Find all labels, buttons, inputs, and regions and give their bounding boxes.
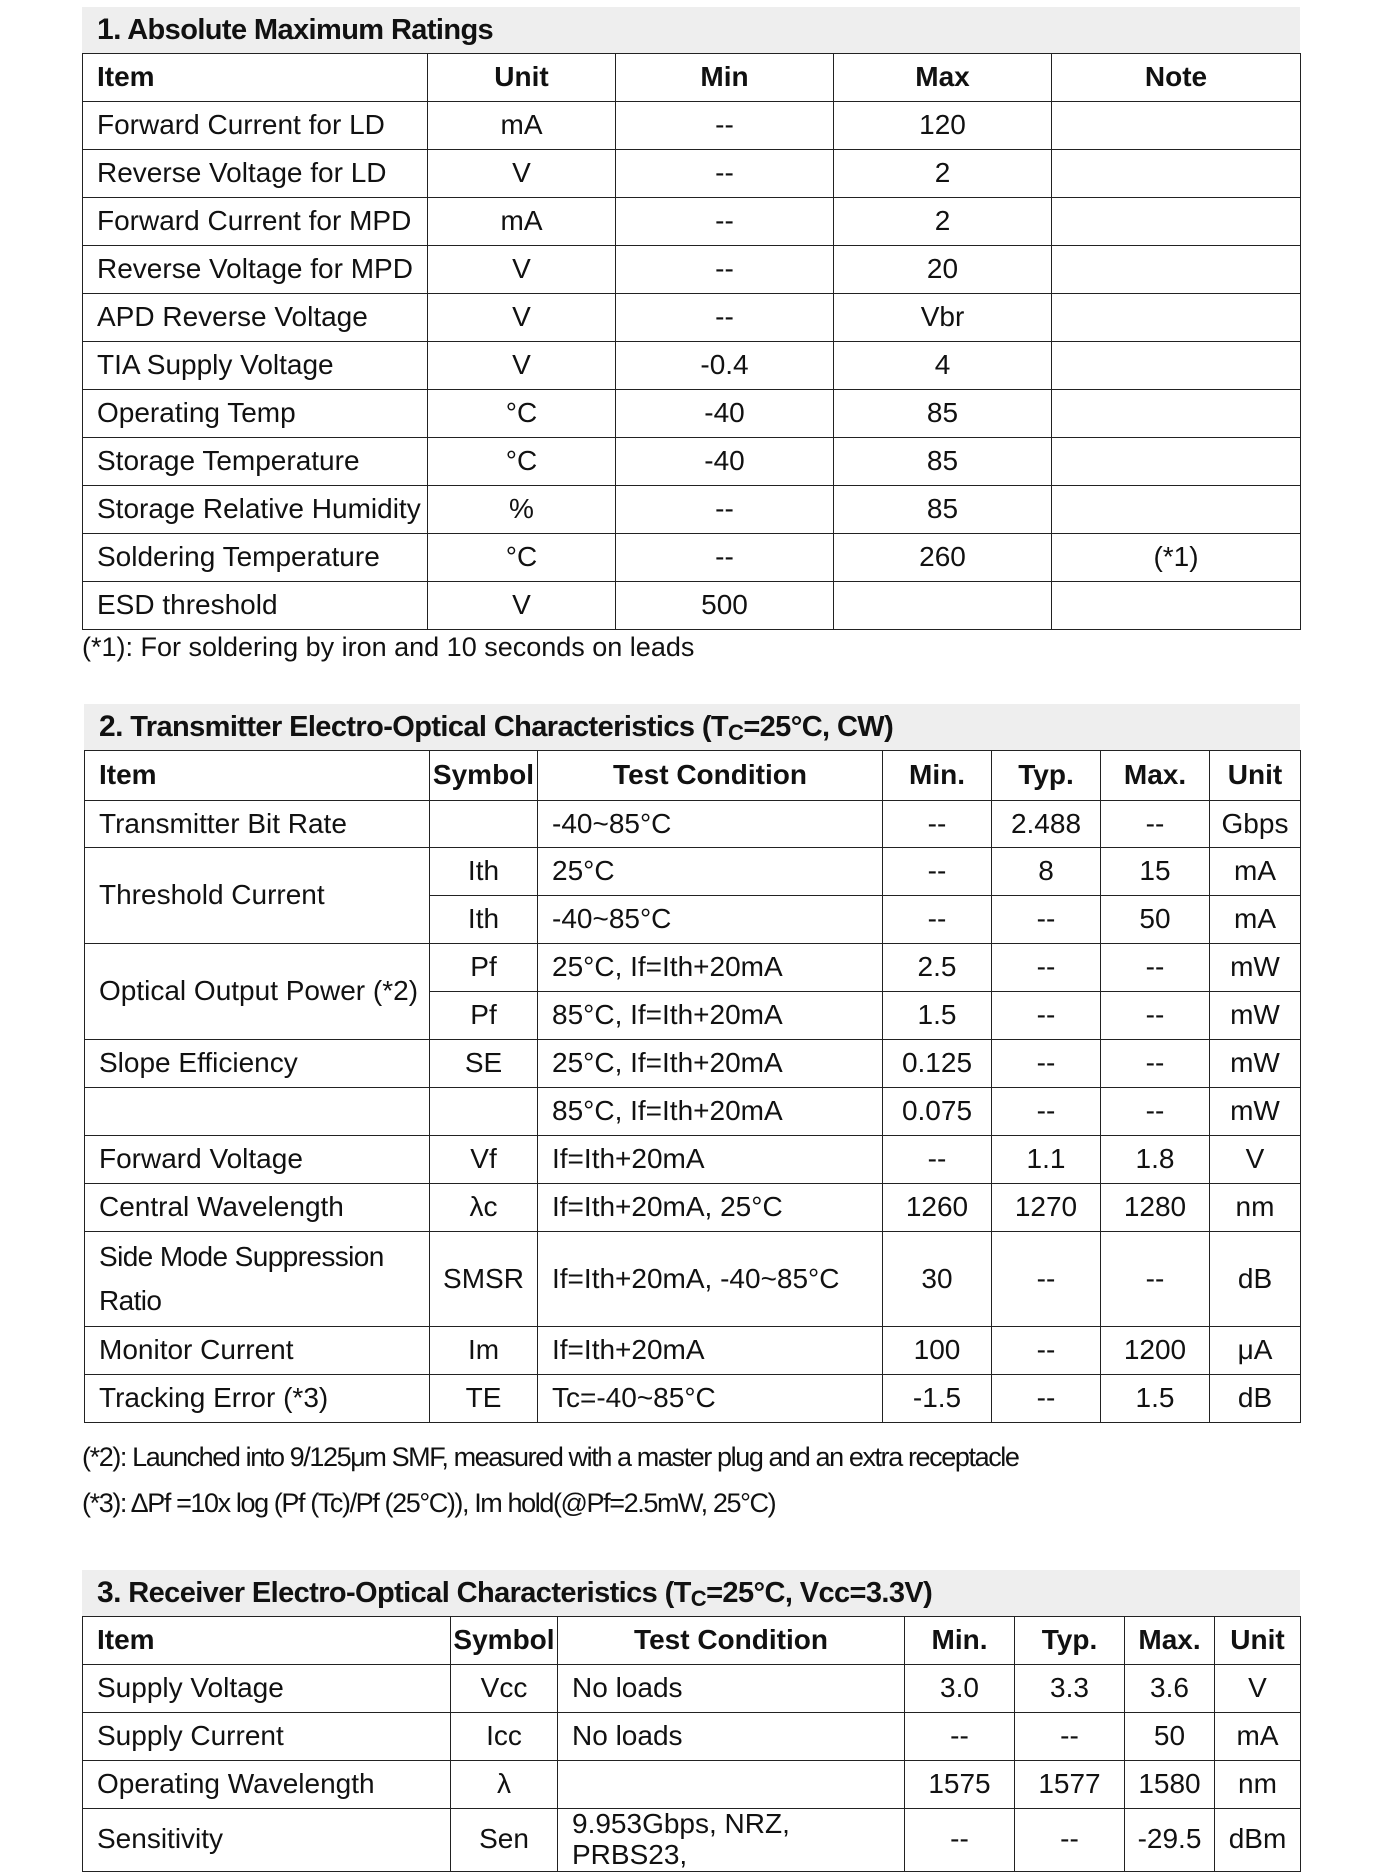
cell: Gbps	[1210, 801, 1301, 848]
cell: Ith	[430, 848, 538, 896]
section-3-heading	[82, 1570, 1300, 1616]
footnote-3: (*3): ΔPf =10x log (Pf (Tc)/Pf (25°C)), Im hold(@Pf=2.5mW, 25°C)	[82, 1488, 776, 1518]
cell: °C	[428, 390, 616, 438]
cell: TE	[430, 1375, 538, 1423]
cell: Forward Voltage	[85, 1136, 430, 1184]
cell: 3.3	[1015, 1665, 1125, 1713]
cell: Central Wavelength	[85, 1184, 430, 1232]
cell: 85°C, If=Ith+20mA	[538, 992, 883, 1040]
cell: If=Ith+20mA, 25°C	[538, 1184, 883, 1232]
cell: 25°C, If=Ith+20mA	[538, 1040, 883, 1088]
header-unit: Unit	[1215, 1617, 1301, 1665]
cell: 85	[834, 390, 1052, 438]
cell: 1.8	[1101, 1136, 1210, 1184]
cell: mA	[428, 198, 616, 246]
cell: λc	[430, 1184, 538, 1232]
header-typ: Typ.	[992, 751, 1101, 801]
receiver-table	[82, 1616, 1301, 1872]
cell: 2.5	[883, 944, 992, 992]
header-unit: Unit	[1210, 751, 1301, 801]
table-row	[83, 198, 1301, 246]
cell: APD Reverse Voltage	[83, 294, 428, 342]
cell: 1580	[1125, 1761, 1215, 1809]
table-row	[85, 1232, 1301, 1327]
cell: Storage Temperature	[83, 438, 428, 486]
table-row	[85, 1184, 1301, 1232]
cell: -40	[616, 390, 834, 438]
cell: μA	[1210, 1327, 1301, 1375]
header-symbol: Symbol	[430, 751, 538, 801]
cell: Operating Temp	[83, 390, 428, 438]
cell: --	[1101, 801, 1210, 848]
cell: Slope Efficiency	[85, 1040, 430, 1088]
cell: Reverse Voltage for MPD	[83, 246, 428, 294]
table-row	[83, 534, 1301, 582]
cell: 50	[1101, 896, 1210, 944]
cell: mA	[1210, 848, 1301, 896]
table-row	[85, 1040, 1301, 1088]
cell: V	[428, 246, 616, 294]
cell: --	[883, 1136, 992, 1184]
cell: dBm	[1215, 1809, 1301, 1872]
cell: nm	[1210, 1184, 1301, 1232]
section-2-number: 2.	[99, 710, 123, 743]
cell: --	[992, 1375, 1101, 1423]
cell: V	[428, 342, 616, 390]
cell: 50	[1125, 1713, 1215, 1761]
table-row	[83, 246, 1301, 294]
header-min: Min.	[905, 1617, 1015, 1665]
transmitter-table	[84, 750, 1301, 1423]
cell	[1052, 438, 1301, 486]
cell: 1.1	[992, 1136, 1101, 1184]
cell: --	[616, 486, 834, 534]
cell: (*1)	[1052, 534, 1301, 582]
cell: If=Ith+20mA, -40~85°C	[538, 1232, 883, 1327]
table-row	[85, 848, 1301, 896]
table-row	[83, 390, 1301, 438]
header-test-condition: Test Condition	[558, 1617, 905, 1665]
cell: Supply Current	[83, 1713, 451, 1761]
cell: 85°C, If=Ith+20mA	[538, 1088, 883, 1136]
cell: --	[1101, 1040, 1210, 1088]
cell: --	[1101, 992, 1210, 1040]
cell: Tracking Error (*3)	[85, 1375, 430, 1423]
cell	[1052, 198, 1301, 246]
cell: Soldering Temperature	[83, 534, 428, 582]
cell: 1200	[1101, 1327, 1210, 1375]
cell: --	[905, 1713, 1015, 1761]
table-row	[83, 294, 1301, 342]
footnote-2: (*2): Launched into 9/125μm SMF, measured with a master plug and an extra receptacle	[82, 1442, 1019, 1472]
header-max: Max.	[1125, 1617, 1215, 1665]
cell: mW	[1210, 992, 1301, 1040]
cell: Forward Current for LD	[83, 102, 428, 150]
header-min: Min.	[883, 751, 992, 801]
header-max: Max	[834, 54, 1052, 102]
cell: mW	[1210, 1040, 1301, 1088]
cell: --	[616, 534, 834, 582]
cell: 2	[834, 198, 1052, 246]
cell: 0.075	[883, 1088, 992, 1136]
cell: -40~85°C	[538, 896, 883, 944]
table-row	[83, 1713, 1301, 1761]
cell: --	[992, 992, 1101, 1040]
cell: -0.4	[616, 342, 834, 390]
table-row	[83, 102, 1301, 150]
table-row	[83, 1761, 1301, 1809]
cell: No loads	[558, 1665, 905, 1713]
cell: --	[616, 246, 834, 294]
header-note: Note	[1052, 54, 1301, 102]
cell: No loads	[558, 1713, 905, 1761]
table-row	[83, 582, 1301, 630]
cell: Monitor Current	[85, 1327, 430, 1375]
table-row	[83, 1809, 1301, 1872]
cell: Tc=-40~85°C	[538, 1375, 883, 1423]
cell	[1052, 486, 1301, 534]
cell: Sen	[451, 1809, 558, 1872]
cell: 3.0	[905, 1665, 1015, 1713]
section-3-number: 3.	[97, 1576, 121, 1609]
cell	[1052, 150, 1301, 198]
section-1-title: Absolute Maximum Ratings	[127, 14, 494, 46]
cell: Im	[430, 1327, 538, 1375]
cell: 500	[616, 582, 834, 630]
table-row	[85, 944, 1301, 992]
cell	[1052, 294, 1301, 342]
cell: 15	[1101, 848, 1210, 896]
cell: Vf	[430, 1136, 538, 1184]
table-row	[83, 486, 1301, 534]
cell: mW	[1210, 1088, 1301, 1136]
cell: 1.5	[1101, 1375, 1210, 1423]
cell: Forward Current for MPD	[83, 198, 428, 246]
cell: --	[1015, 1713, 1125, 1761]
table-row	[85, 1088, 1301, 1136]
header-item: Item	[83, 54, 428, 102]
cell: --	[616, 198, 834, 246]
cell: °C	[428, 534, 616, 582]
cell: --	[992, 896, 1101, 944]
cell: 20	[834, 246, 1052, 294]
cell: dB	[1210, 1232, 1301, 1327]
cell: 85	[834, 486, 1052, 534]
cell: 1280	[1101, 1184, 1210, 1232]
cell: 1.5	[883, 992, 992, 1040]
cell: Pf	[430, 944, 538, 992]
absolute-max-ratings-table	[82, 53, 1301, 630]
cell: mA	[428, 102, 616, 150]
cell: Threshold Current	[85, 848, 430, 944]
table-row	[85, 1327, 1301, 1375]
cell: Side Mode Suppression Ratio	[85, 1232, 430, 1327]
cell: 1575	[905, 1761, 1015, 1809]
cell: V	[1215, 1665, 1301, 1713]
cell: Pf	[430, 992, 538, 1040]
cell: dB	[1210, 1375, 1301, 1423]
cell: mA	[1215, 1713, 1301, 1761]
cell: Vcc	[451, 1665, 558, 1713]
cell: V	[428, 294, 616, 342]
cell	[85, 1088, 430, 1136]
cell: --	[1101, 944, 1210, 992]
cell: --	[992, 944, 1101, 992]
table-header-row	[83, 1617, 1301, 1665]
section-2-title: Transmitter Electro-Optical Characteristics ($T_C=25^\circ C$, CW)	[130, 711, 894, 745]
table-row	[85, 751, 1301, 801]
header-symbol: Symbol	[451, 1617, 558, 1665]
cell	[1052, 102, 1301, 150]
cell: --	[1101, 1232, 1210, 1327]
cell: 120	[834, 102, 1052, 150]
cell: Reverse Voltage for LD	[83, 150, 428, 198]
cell: Sensitivity	[83, 1809, 451, 1872]
table-row	[83, 150, 1301, 198]
cell: --	[883, 896, 992, 944]
cell	[430, 1088, 538, 1136]
cell: °C	[428, 438, 616, 486]
cell: 85	[834, 438, 1052, 486]
cell: %	[428, 486, 616, 534]
cell	[1052, 246, 1301, 294]
cell: 30	[883, 1232, 992, 1327]
cell: --	[616, 102, 834, 150]
cell: 25°C	[538, 848, 883, 896]
cell: --	[1101, 1088, 1210, 1136]
cell: 2.488	[992, 801, 1101, 848]
table-row	[85, 1136, 1301, 1184]
cell: -40	[616, 438, 834, 486]
cell: Transmitter Bit Rate	[85, 801, 430, 848]
header-max: Max.	[1101, 751, 1210, 801]
table-header-row	[83, 54, 1301, 102]
cell: 9.953Gbps, NRZ, PRBS23,	[558, 1809, 905, 1872]
cell: -1.5	[883, 1375, 992, 1423]
cell: Icc	[451, 1713, 558, 1761]
cell: Ith	[430, 896, 538, 944]
cell	[558, 1761, 905, 1809]
cell: --	[992, 1040, 1101, 1088]
cell: --	[905, 1809, 1015, 1872]
cell: Storage Relative Humidity	[83, 486, 428, 534]
cell	[1052, 582, 1301, 630]
cell: --	[1015, 1809, 1125, 1872]
table-row	[85, 1375, 1301, 1423]
section-1-heading	[82, 7, 1300, 53]
table-row	[83, 438, 1301, 486]
cell: Operating Wavelength	[83, 1761, 451, 1809]
cell: 0.125	[883, 1040, 992, 1088]
table-row	[83, 1665, 1301, 1713]
cell: Vbr	[834, 294, 1052, 342]
table-row	[83, 342, 1301, 390]
cell: 1577	[1015, 1761, 1125, 1809]
cell: --	[883, 848, 992, 896]
header-typ: Typ.	[1015, 1617, 1125, 1665]
cell: 3.6	[1125, 1665, 1215, 1713]
section-2-heading	[84, 704, 1300, 750]
cell: Supply Voltage	[83, 1665, 451, 1713]
section-3-title: Receiver Electro-Optical Characteristics ($T_C=25^\circ C$, Vcc=3.3V)	[128, 1577, 933, 1611]
cell: If=Ith+20mA	[538, 1136, 883, 1184]
cell: 1260	[883, 1184, 992, 1232]
cell	[1052, 390, 1301, 438]
cell: 4	[834, 342, 1052, 390]
cell: -40~85°C	[538, 801, 883, 848]
cell: --	[616, 294, 834, 342]
cell: 8	[992, 848, 1101, 896]
cell: TIA Supply Voltage	[83, 342, 428, 390]
cell: --	[992, 1232, 1101, 1327]
cell: V	[1210, 1136, 1301, 1184]
cell	[430, 801, 538, 848]
cell: If=Ith+20mA	[538, 1327, 883, 1375]
table-row	[85, 801, 1301, 848]
cell: Optical Output Power (*2)	[85, 944, 430, 1040]
cell: --	[992, 1088, 1101, 1136]
cell: V	[428, 582, 616, 630]
footnote-1: (*1): For soldering by iron and 10 seconds on leads	[82, 632, 695, 662]
cell: --	[992, 1327, 1101, 1375]
cell: 260	[834, 534, 1052, 582]
cell: -29.5	[1125, 1809, 1215, 1872]
section-1-number: 1.	[97, 13, 121, 46]
cell: SMSR	[430, 1232, 538, 1327]
header-min: Min	[616, 54, 834, 102]
cell: --	[616, 150, 834, 198]
cell: mW	[1210, 944, 1301, 992]
cell	[834, 582, 1052, 630]
header-item: Item	[85, 751, 430, 801]
cell: 25°C, If=Ith+20mA	[538, 944, 883, 992]
cell: --	[883, 801, 992, 848]
header-test-condition: Test Condition	[538, 751, 883, 801]
header-item: Item	[83, 1617, 451, 1665]
cell: nm	[1215, 1761, 1301, 1809]
cell: ESD threshold	[83, 582, 428, 630]
cell: λ	[451, 1761, 558, 1809]
cell: SE	[430, 1040, 538, 1088]
header-unit: Unit	[428, 54, 616, 102]
cell: 2	[834, 150, 1052, 198]
cell: V	[428, 150, 616, 198]
cell: mA	[1210, 896, 1301, 944]
cell	[1052, 342, 1301, 390]
cell: 100	[883, 1327, 992, 1375]
cell: 1270	[992, 1184, 1101, 1232]
